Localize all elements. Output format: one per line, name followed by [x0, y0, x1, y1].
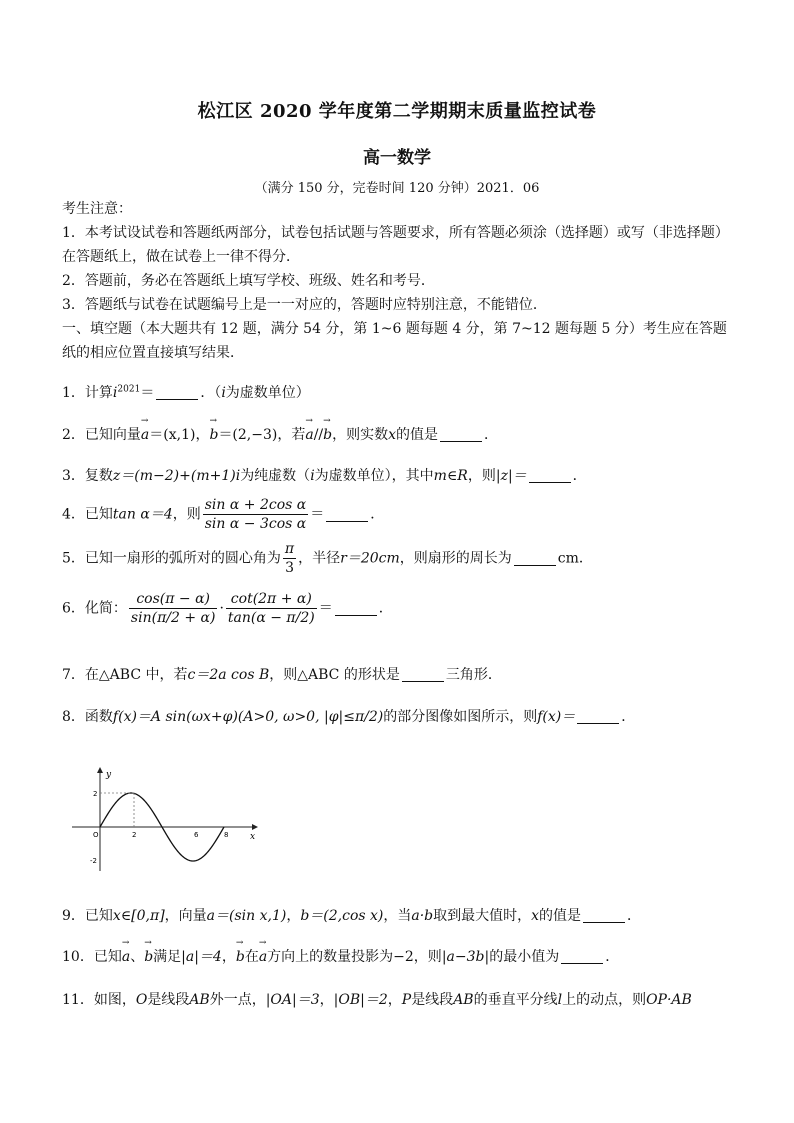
- tick-x-8: 8: [224, 831, 229, 839]
- notice-item-3: 3．答题纸与试卷在试题编号上是一一对应的，答题时应特别注意，不能错位．: [62, 297, 547, 313]
- question-5: 5．已知一扇形的弧所对的圆心角为 $\frac{\pi}{3}$ ，半径r＝20cm，则扇形的周长为 cm．: [62, 541, 593, 576]
- tick-y-2: 2: [93, 790, 98, 798]
- answer-blank: [326, 507, 368, 522]
- question-11: 11．如图，O是线段AB外一点，|OA|＝3，|OB|＝2，P是线段AB的垂直平分线l上的动点，则OP·AB: [62, 992, 692, 1008]
- answer-blank: [156, 385, 198, 400]
- x-axis-arrow: [252, 824, 258, 830]
- question-1: 1．计算$i^{2021}=$ ．（i为虚数单位）: [62, 384, 310, 401]
- exam-meta: （满分 150 分，完卷时间 120 分钟）2021．06: [254, 181, 540, 196]
- question-3: 3．复数z＝(m−2)+(m+1)i为纯虚数（i为虚数单位），其中m∈R，则|z|＝ ．: [62, 468, 587, 484]
- exam-subtitle: 高一数学: [363, 148, 431, 168]
- question-7: 7．在△ABC 中，若c＝2a cos B，则△ABC 的形状是 三角形．: [62, 667, 502, 683]
- fraction: $\frac{\text{sin α + 2cos α}}{\text{sin α − 3cos α}}$: [204, 497, 307, 532]
- question-4: 4．已知tan α＝4，则 $\frac{\text{sin α + 2cos α}}{\text{sin α − 3cos α}}$ ＝ ．: [62, 497, 385, 532]
- tick-origin: O: [93, 831, 99, 839]
- fraction: $\frac{\cos(\pi - \alpha)}{\sin(\pi/2 + \alpha)}$: [130, 591, 216, 626]
- question-6: 6．化简： $\frac{\cos(\pi - \alpha)}{\sin(\pi/2 + \alpha)}$ · $\frac{\cot(2\pi + \alpha)}{\tan(\alpha - \pi/2)}$ ＝ ．: [62, 591, 393, 626]
- answer-blank: [561, 949, 603, 964]
- tick-x-6: 6: [194, 831, 199, 839]
- section-heading: 一、填空题（本大题共有 12 题，满分 54 分，第 1~6 题每题 4 分，第 7~12 题每题 5 分）考生应在答题纸的相应位置直接填写结果．: [62, 321, 727, 361]
- answer-blank: [402, 667, 444, 682]
- sine-graph: [72, 765, 262, 875]
- answer-blank: [577, 709, 619, 724]
- y-axis-arrow: [97, 767, 103, 773]
- question-10: 10．已知→ a、→ b满足|a|＝4，→ b在→ a方向上的数量投影为−2，则|a−3b|的最小值为 ．: [62, 946, 738, 966]
- tick-y-neg2: -2: [90, 857, 97, 865]
- exam-title: 松江区 2020 学年度第二学期期末质量监控试卷: [197, 101, 597, 122]
- notice-heading: 考生注意：: [62, 201, 132, 217]
- x-axis-label: x: [250, 832, 256, 842]
- answer-blank: [440, 427, 482, 442]
- question-8: 8．函数f(x)＝A sin(ωx+φ)(A>0, ω>0, |φ|≤π/2)的部分图像如图所示，则f(x)＝ ．: [62, 709, 636, 725]
- question-2: 2．已知向量→ a＝(x,1)，→ b＝(2,−3)，若→ a//→ b，则实数x的值是 ．: [62, 424, 738, 444]
- question-9: 9．已知x∈[0,π]，向量a＝(sin x,1)，b＝(2,cos x)，当a·b取到最大值时，x的值是 ．: [62, 908, 642, 924]
- answer-blank: [583, 908, 625, 923]
- fraction: $\frac{\cot(2\pi + \alpha)}{\tan(\alpha - \pi/2)}$: [227, 591, 315, 626]
- answer-blank: [335, 601, 377, 616]
- tick-x-2: 2: [132, 831, 137, 839]
- y-axis-label: y: [106, 770, 112, 780]
- notice-item-2: 2．答题前，务必在答题纸上填写学校、班级、姓名和考号．: [62, 273, 435, 289]
- fraction: $\frac{\pi}{3}$: [284, 541, 295, 576]
- answer-blank: [514, 551, 556, 566]
- answer-blank: [529, 468, 571, 483]
- notice-item-1: 1．本考试设试卷和答题纸两部分，试卷包括试题与答题要求，所有答题必须涂（选择题）或写（非选择题）在答题纸上，做在试卷上一律不得分．: [62, 225, 729, 265]
